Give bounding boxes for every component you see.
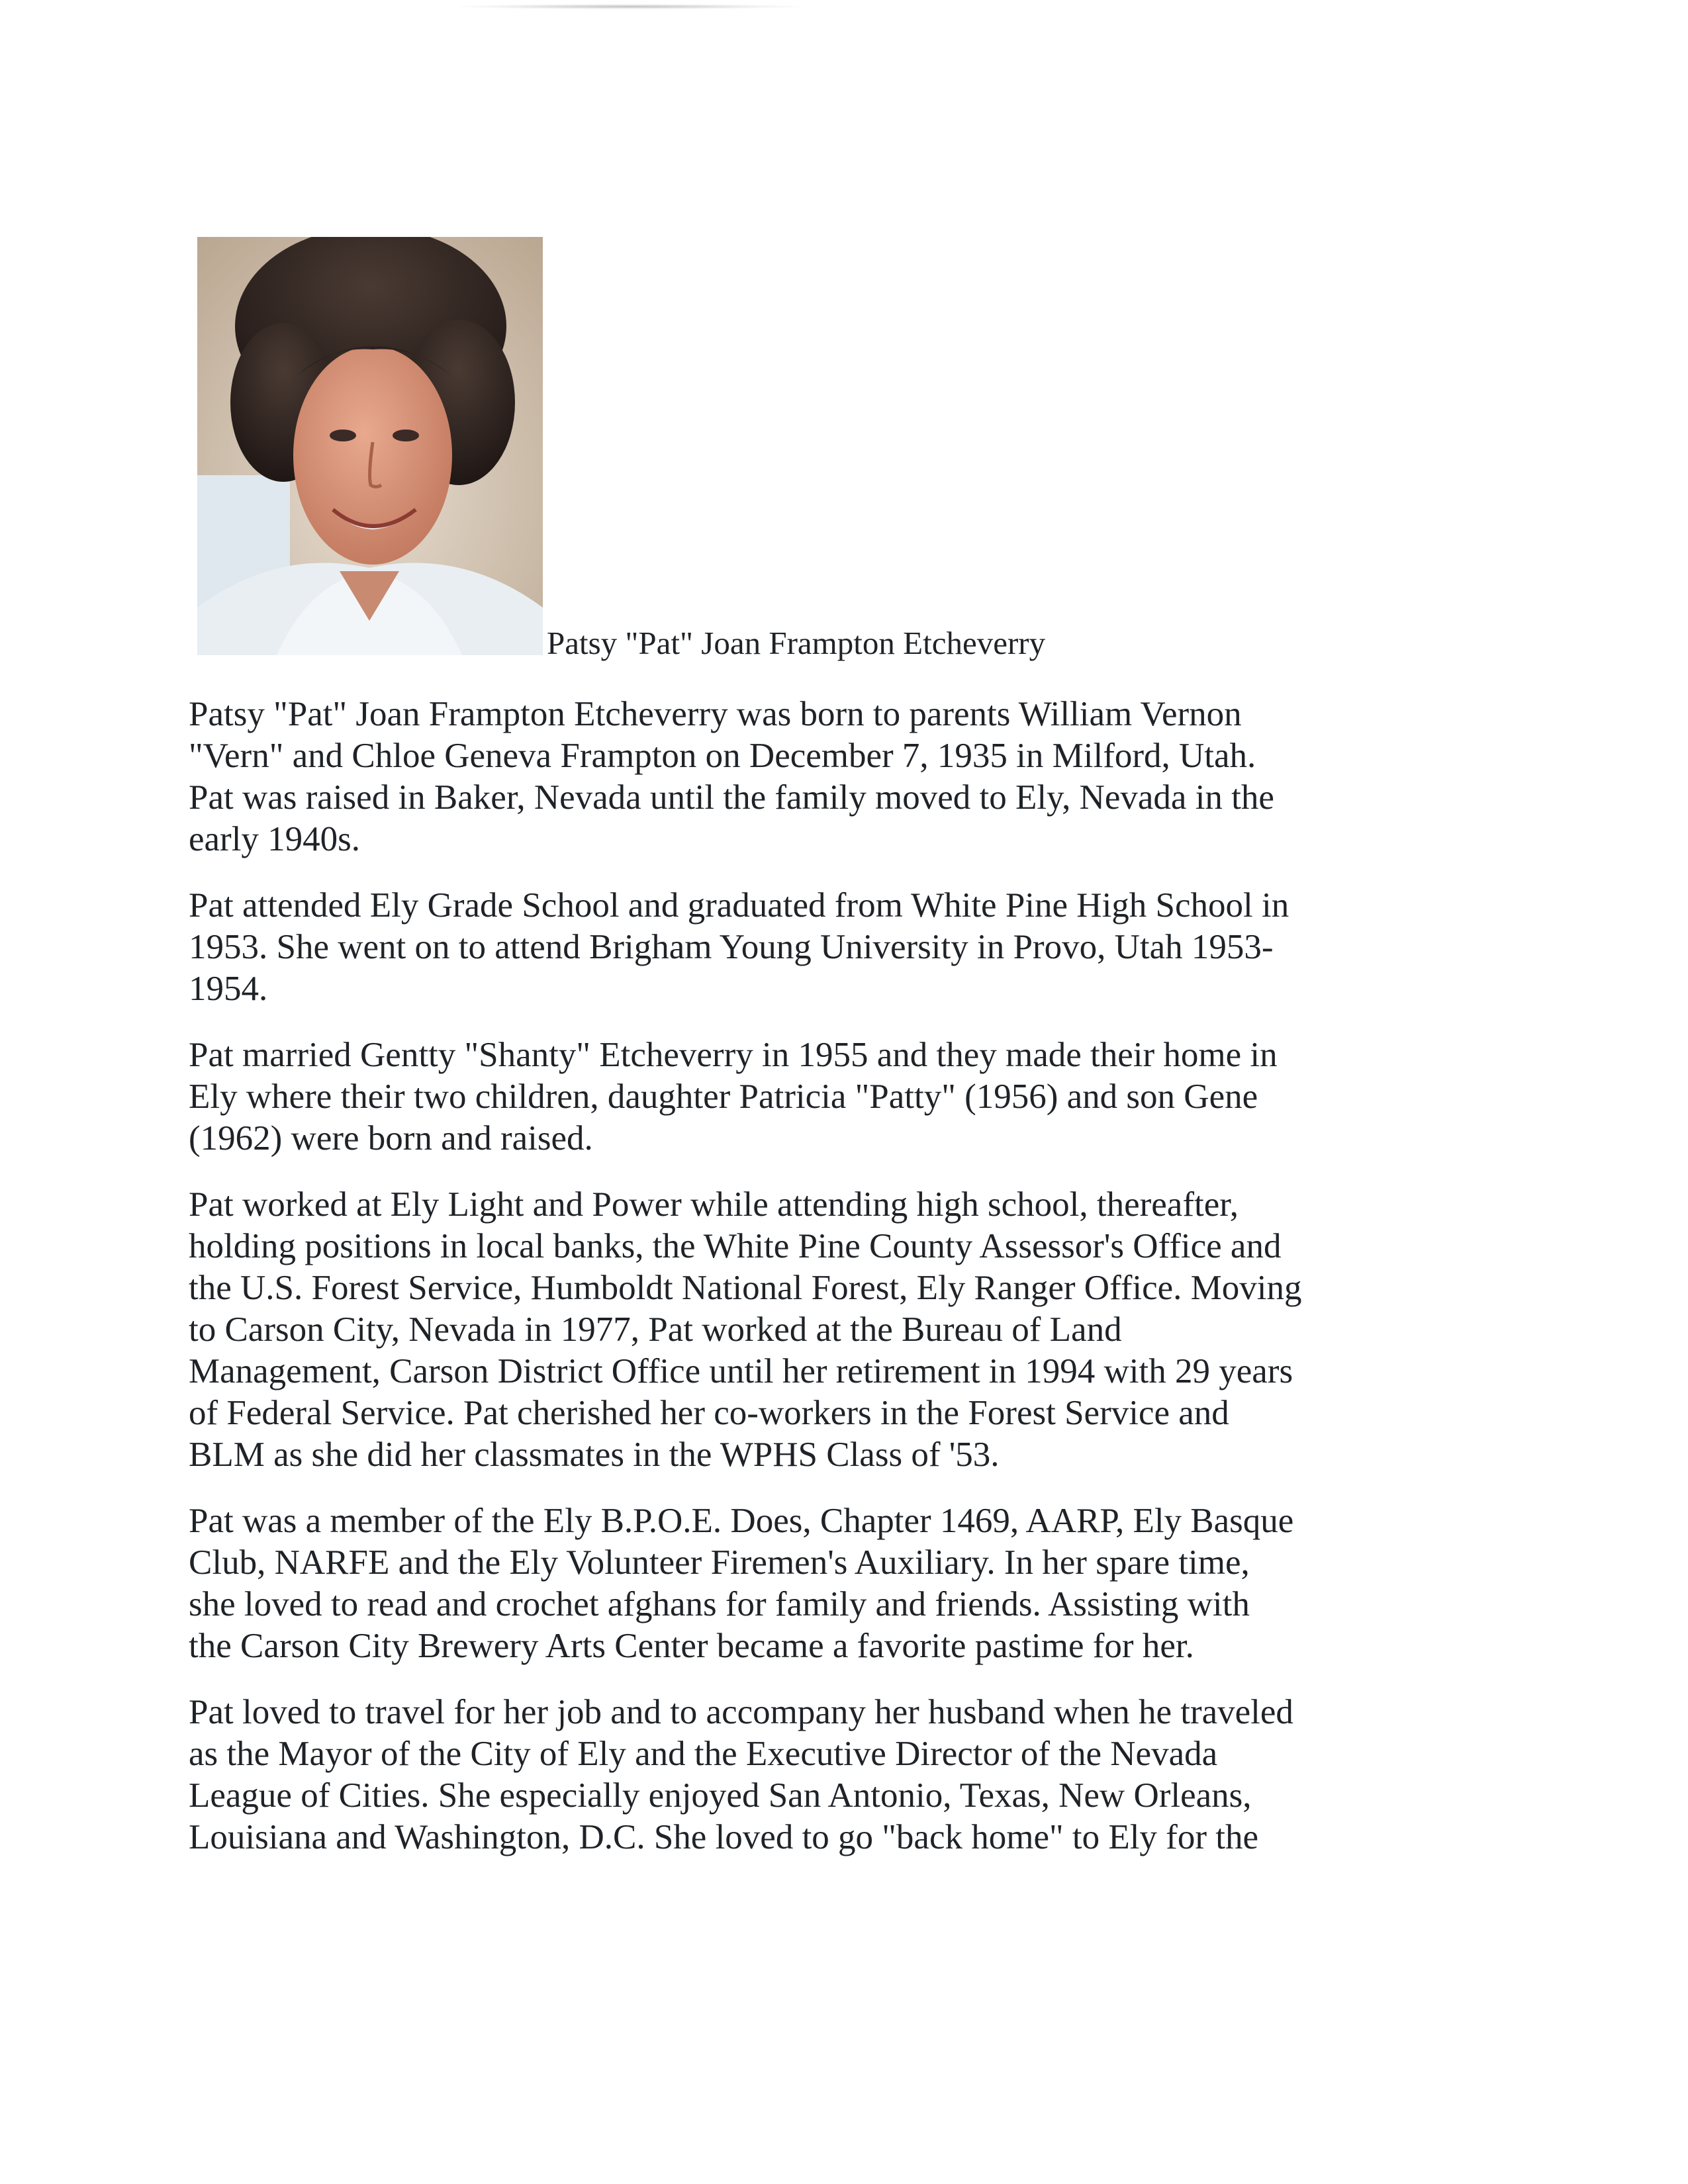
text-line: early 1940s.	[189, 820, 361, 858]
text-line: "Vern" and Chloe Geneva Frampton on December 7, 1935 in Milford, Utah.	[189, 737, 1256, 775]
scan-mark	[457, 4, 801, 9]
text-line: Management, Carson District Office until her retirement in 1994 with 29 years	[189, 1352, 1293, 1390]
text-line: as the Mayor of the City of Ely and the Executive Director of the Nevada	[189, 1735, 1218, 1773]
text-line: holding positions in local banks, the White Pine County Assessor's Office and	[189, 1227, 1282, 1265]
text-line: 1953. She went on to attend Brigham Young University in Provo, Utah 1953-	[189, 928, 1274, 966]
text-line: Louisiana and Washington, D.C. She loved to go "back home" to Ely for the	[189, 1818, 1258, 1856]
paragraph-birth	[189, 694, 1503, 860]
text-line: Pat attended Ely Grade School and graduated from White Pine High School in	[189, 886, 1289, 925]
photo-caption: Patsy "Pat" Joan Frampton Etcheverry	[547, 625, 1046, 661]
paragraph-travel	[189, 1692, 1503, 1858]
text-line: 1954.	[189, 970, 268, 1008]
text-line: (1962) were born and raised.	[189, 1119, 593, 1158]
text-line: to Carson City, Nevada in 1977, Pat worked at the Bureau of Land	[189, 1310, 1122, 1349]
obituary-body	[189, 694, 1503, 1883]
text-line: League of Cities. She especially enjoyed San Antonio, Texas, New Orleans,	[189, 1776, 1252, 1815]
text-line: Patsy "Pat" Joan Frampton Etcheverry was born to parents William Vernon	[189, 695, 1242, 733]
text-line: Ely where their two children, daughter Patricia "Patty" (1956) and son Gene	[189, 1077, 1258, 1116]
paragraph-marriage	[189, 1034, 1503, 1160]
text-line: Club, NARFE and the Ely Volunteer Firemen's Auxiliary. In her spare time,	[189, 1543, 1250, 1582]
portrait-photo	[197, 237, 543, 655]
paragraph-career	[189, 1184, 1503, 1476]
text-line: BLM as she did her classmates in the WPHS Class of '53.	[189, 1435, 1000, 1474]
text-line: of Federal Service. Pat cherished her co-workers in the Forest Service and	[189, 1394, 1229, 1432]
text-line: she loved to read and crochet afghans for family and friends. Assisting with	[189, 1585, 1250, 1623]
text-line: Pat was a member of the Ely B.P.O.E. Does, Chapter 1469, AARP, Ely Basque	[189, 1502, 1294, 1540]
text-line: Pat worked at Ely Light and Power while attending high school, thereafter,	[189, 1185, 1239, 1224]
text-line: Pat loved to travel for her job and to accompany her husband when he traveled	[189, 1693, 1293, 1731]
paragraph-memberships	[189, 1500, 1503, 1667]
text-line: Pat was raised in Baker, Nevada until the family moved to Ely, Nevada in the	[189, 778, 1274, 817]
paragraph-education	[189, 885, 1503, 1010]
text-line: the Carson City Brewery Arts Center became a favorite pastime for her.	[189, 1627, 1194, 1665]
text-line: the U.S. Forest Service, Humboldt National Forest, Ely Ranger Office. Moving	[189, 1269, 1302, 1307]
text-line: Pat married Gentty "Shanty" Etcheverry in 1955 and they made their home in	[189, 1036, 1278, 1074]
